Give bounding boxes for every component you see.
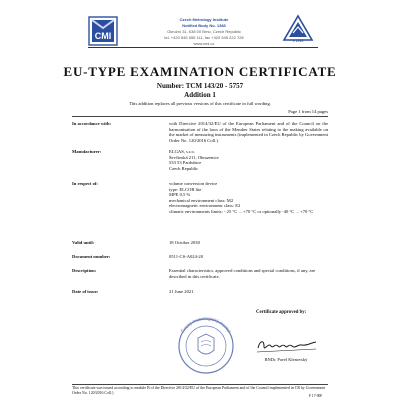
field-value: 0511-CS-A024-20 <box>169 254 204 259</box>
replace-note: This addition replaces all previous versions of this certificate in full wording. <box>129 101 271 106</box>
field-label: Date of issue: <box>72 289 99 294</box>
respect-line: climatic environments limits: - 25 °C ... +70 °C or optionally -40 °C ... +70 °C <box>169 208 314 214</box>
manufacturer-line: 533 53 Pardubice <box>169 160 202 166</box>
field-value <box>169 149 328 171</box>
respect-line: electromagnetic environment class: E2 <box>169 203 241 209</box>
footer-divider <box>72 384 328 385</box>
field-label: Manufacturer: <box>72 149 102 154</box>
institute-stamp-icon <box>170 312 242 374</box>
cmi-logo-icon <box>88 16 118 46</box>
certificate-number: Number: TCM 143/20 - 5757 <box>156 82 244 90</box>
footer-note: This certificate was issued according to module B of the Directive 2014/32/EU of the European Parliament and of the Council implemented in CR by Government Order No. 120/2016 Coll.) <box>72 386 326 395</box>
field-value: 21 June 2021 <box>169 289 194 294</box>
field-value: 18 October 2030 <box>169 240 200 245</box>
notified-body: Notified Body No. 1383 <box>182 23 226 28</box>
respect-line: mechanical environment class: M2 <box>169 197 234 203</box>
field-value: Essential characteristics, approved conditions and special conditions, if any, are described in this certificate. <box>169 268 316 279</box>
field-value <box>169 181 328 215</box>
field-label: In accordance with: <box>72 121 112 126</box>
institute-header <box>124 17 284 47</box>
field-label: Valid until: <box>72 240 95 245</box>
field-in-respect-of <box>72 181 328 217</box>
approved-by-label: Certificate approved by: <box>256 310 307 315</box>
page-info: Page 1 from 14 pages <box>288 109 328 114</box>
svg-text:CMI: CMI <box>94 31 112 41</box>
field-document-number <box>72 254 328 260</box>
triangle-caption: V 2112 <box>292 39 304 43</box>
field-description <box>72 268 328 280</box>
field-manufacturer <box>72 149 328 173</box>
manufacturer-line: Ševčinská 211, Ohrazenice <box>169 154 219 160</box>
field-label: In respect of: <box>72 181 98 186</box>
institute-address: Okružní 31, 638 00 Brno, Czech Republic <box>167 29 241 34</box>
field-value: with Directive 2014/32/EU of the European Parliament and of the Council on the harmonisation of the laws of the Member States relating to the making available on the market of measuring instruments (implemented in Czech Republic by Government Order No. 120/2016 Coll.). <box>169 121 328 143</box>
institute-website: www.cmi.cz <box>193 41 215 46</box>
header-divider <box>88 47 318 48</box>
field-label: Document number: <box>72 254 111 259</box>
manufacturer-line: ELGAS, s.r.o. <box>169 149 195 154</box>
field-accordance <box>72 121 328 145</box>
signature-icon <box>252 334 322 356</box>
form-code: F 17-00F <box>309 394 323 398</box>
title-divider <box>72 116 328 117</box>
field-date-of-issue <box>72 289 328 295</box>
respect-line: MPE 0,5 % <box>169 192 191 198</box>
signer-name: RNDr. Pavel Klenovský <box>264 357 308 362</box>
field-valid-until <box>72 240 328 246</box>
respect-line: volume conversion device <box>169 181 218 186</box>
certificate-addition: Addition 1 <box>184 91 216 99</box>
certificate-title: EU-TYPE EXAMINATION CERTIFICATE <box>63 64 337 79</box>
manufacturer-line: Czech Republic <box>169 165 199 171</box>
svg-text:Český metrologický institut: Český metrologický institut <box>179 315 233 334</box>
institute-name: Czech Metrology Institute <box>179 17 229 22</box>
respect-line: type: ELCOR lite <box>169 186 202 192</box>
institute-contact: tel. +420 545 555 111, fax +420 545 222 728 <box>164 35 244 40</box>
field-label: Description: <box>72 268 97 273</box>
